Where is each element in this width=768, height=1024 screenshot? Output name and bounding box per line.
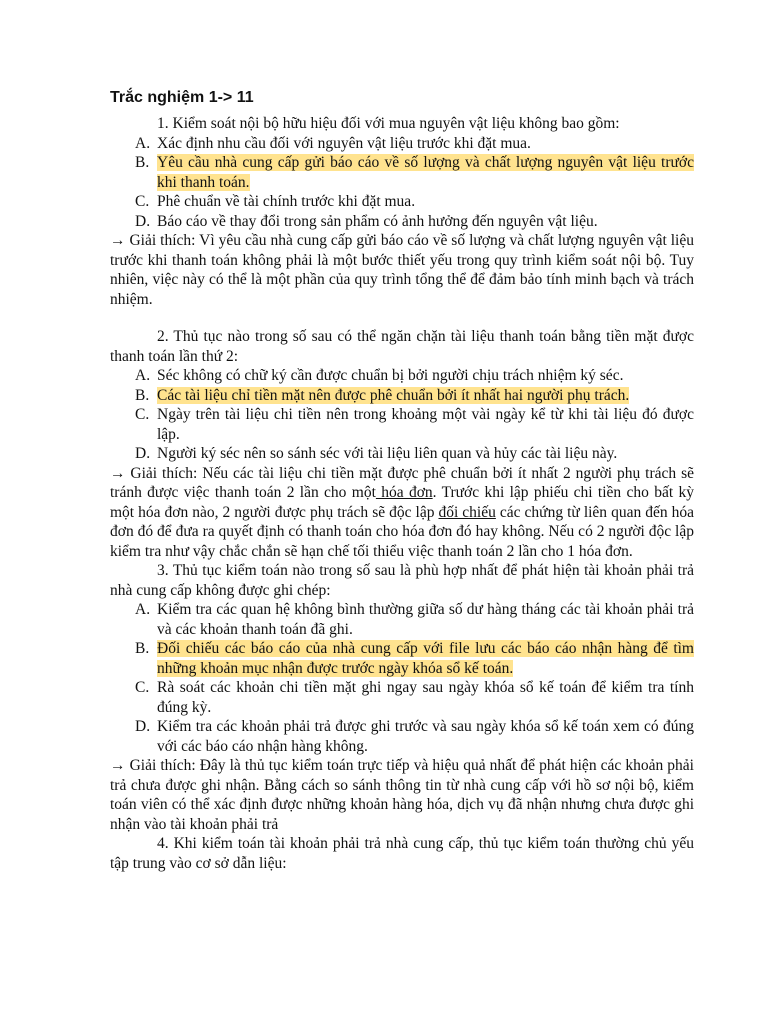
question-3-options — [110, 600, 694, 756]
document-page — [110, 88, 694, 873]
question-2-explanation — [110, 464, 694, 562]
underlined-term-doi-chieu: đối chiếu — [438, 503, 496, 521]
option-letter: A. — [135, 367, 151, 384]
option-text: Xác định nhu cầu đối với nguyên vật liệu trước khi đặt mua. — [157, 134, 531, 152]
option-text: Báo cáo về thay đổi trong sản phẩm có ảnh hưởng đến nguyên vật liệu. — [157, 212, 598, 230]
option-text-highlighted-answer: Đối chiếu các báo cáo của nhà cung cấp với file lưu các báo cáo nhận hàng để tìm những khoản mục nhận được trước ngày khóa sổ kế toán. — [157, 640, 694, 677]
option-text-highlighted-answer: Các tài liệu chỉ tiền mặt nên được phê chuẩn bởi ít nhất hai người phụ trách. — [157, 386, 630, 404]
explanation-text: → Giải thích: Nếu các tài liệu chi tiền mặt được phê chuẩn bởi ít nhất 2 người phụ trách sẽ tránh được việc thanh toán 2 lần cho một — [110, 464, 694, 501]
option-letter: A. — [135, 134, 151, 152]
question-3-stem: 3. Thủ tục kiểm toán nào trong số sau là phù hợp nhất để phát hiện tài khoản phải trả nhà cung cấp không được ghi chép: — [110, 562, 694, 599]
option-letter: D. — [135, 445, 151, 462]
question-2-option-c — [110, 405, 694, 444]
option-text-highlighted-answer: Yêu cầu nhà cung cấp gửi báo cáo về số lượng và chất lượng nguyên vật liệu trước khi thanh toán. — [157, 154, 694, 191]
question-2-stem: 2. Thủ tục nào trong số sau có thể ngăn chặn tài liệu thanh toán bằng tiền mặt được thanh toán lần thứ 2: — [110, 328, 694, 365]
underlined-term-hoa-don: hóa đơn — [375, 484, 433, 501]
option-letter: C. — [135, 406, 150, 423]
question-1-explanation: → Giải thích: Vì yêu cầu nhà cung cấp gửi báo cáo về số lượng và chất lượng nguyên vật liệu trước khi thanh toán không phải là một bước thiết yếu trong quy trình kiểm soát nội bộ. Tuy nhiên, việc này có thể là một phần của quy trình tổng thể để đảm bảo tính minh bạch và trách nhiệm. — [110, 232, 694, 308]
question-3-explanation: → Giải thích: Đây là thủ tục kiểm toán trực tiếp và hiệu quả nhất để phát hiện các khoản phải trả chưa được ghi nhận. Bằng cách so sánh thông tin từ nhà cung cấp với hồ sơ nội bộ, kiểm toán viên có thể xác định được những khoản hàng hóa, dịch vụ đã nhận nhưng chưa được ghi nhận vào tài khoản phải trả — [110, 757, 694, 833]
question-1-option-a — [110, 134, 694, 154]
option-text: Rà soát các khoản chi tiền mặt ghi ngay sau ngày khóa sổ kế toán để kiểm tra tính đúng kỳ. — [157, 679, 694, 716]
question-3-option-c — [110, 678, 694, 717]
question-1-options — [110, 134, 694, 232]
option-letter: A. — [135, 601, 151, 618]
question-3-option-b — [110, 639, 694, 678]
paragraph-gap — [110, 309, 694, 327]
option-letter: B. — [135, 386, 150, 404]
option-text: Kiểm tra các quan hệ không bình thường giữa số dư hàng tháng các tài khoản phải trả và các khoản thanh toán đã ghi. — [157, 601, 694, 638]
question-1-stem: 1. Kiểm soát nội bộ hữu hiệu đối với mua nguyên vật liệu không bao gồm: — [157, 115, 620, 132]
explanation-text: . Trước khi lập phiếu chi tiền cho bất kỳ một hóa đơn nào, 2 người được phụ trách sẽ độc lập — [110, 484, 694, 521]
question-1-option-c — [110, 192, 694, 212]
question-1-option-b — [110, 153, 694, 192]
option-letter: B. — [135, 154, 150, 171]
option-letter: D. — [135, 718, 151, 735]
document-title: Trắc nghiệm 1-> 11 — [110, 89, 254, 106]
option-letter: C. — [135, 679, 150, 696]
question-2-option-d — [110, 444, 694, 464]
question-2-option-a — [110, 366, 694, 386]
option-letter: B. — [135, 640, 150, 657]
question-2-option-b — [110, 386, 694, 406]
question-3-option-a — [110, 600, 694, 639]
question-4-stem: 4. Khi kiểm toán tài khoản phải trả nhà cung cấp, thủ tục kiểm toán thường chủ yếu tập trung vào cơ sở dẫn liệu: — [110, 835, 694, 872]
option-text: Ngày trên tài liệu chi tiền nên trong khoảng một vài ngày kể từ khi tài liệu đó được lập. — [157, 406, 694, 443]
question-2-options — [110, 366, 694, 464]
option-letter: C. — [135, 193, 150, 210]
question-3-option-d — [110, 717, 694, 756]
option-text: Séc không có chữ ký cần được chuẩn bị bởi người chịu trách nhiệm ký séc. — [157, 367, 624, 384]
option-text: Kiểm tra các khoản phải trả được ghi trước và sau ngày khóa sổ kế toán xem có đúng với các báo cáo nhận hàng không. — [157, 718, 694, 755]
question-1-option-d — [110, 212, 694, 232]
option-letter: D. — [135, 212, 151, 230]
option-text: Phê chuẩn về tài chính trước khi đặt mua. — [157, 193, 416, 210]
explanation-text: các chứng từ liên quan đến hóa đơn đó để đưa ra quyết định có thanh toán cho hóa đơn đó hay không. Nếu có 2 người độc lập kiểm tra như vậy chắc chắn sẽ hạn chế tối thiểu việc thanh toán 2 lần cho 1 hóa đơn. — [110, 503, 694, 560]
option-text: Người ký séc nên so sánh séc với tài liệu liên quan và hủy các tài liệu này. — [157, 445, 618, 462]
